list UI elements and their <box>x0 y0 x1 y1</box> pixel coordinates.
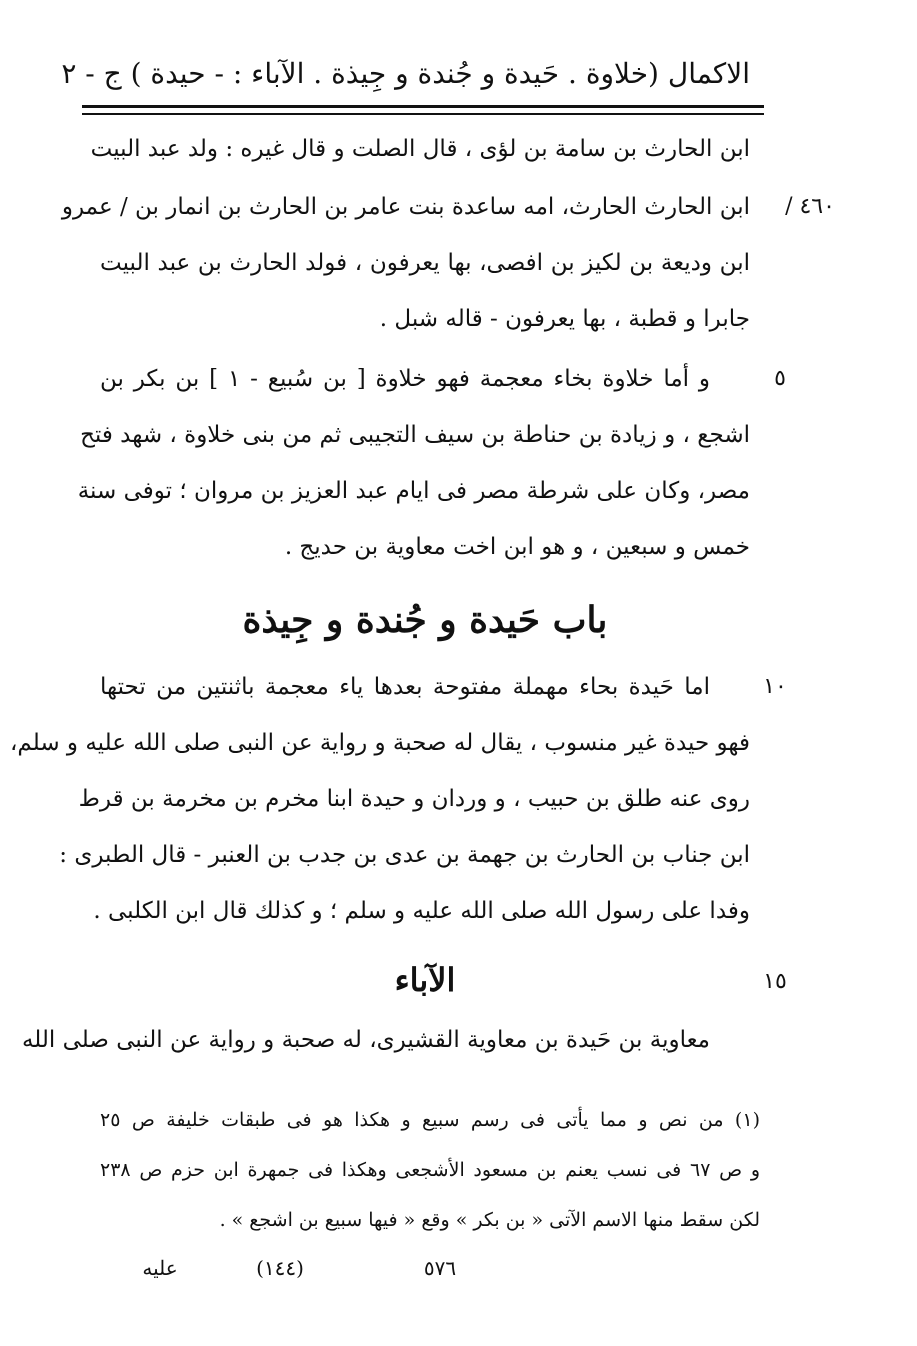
body-line: فهو حيدة غير منسوب ، يقال له صحبة و رواية عن النبى صلى الله عليه و سلم، <box>10 730 750 756</box>
body-line: خمس و سبعين ، و هو ابن اخت معاوية بن حديج . <box>284 534 750 560</box>
section-title: باب حَيدة و جُندة و جِيذة <box>242 599 608 641</box>
footnote-line: (١) من نص و مما يأتى فى رسم سبيع و هكذا هو فى طبقات خليفة ص ٢٥ <box>100 1109 760 1131</box>
header-rule-thin <box>82 113 764 115</box>
body-line: روى عنه طلق بن حبيب ، و وردان و حيدة ابنا مخرم بن مخرمة بن قرط <box>78 786 750 812</box>
body-line: جابرا و قطبة ، بها يعرفون - قاله شبل . <box>379 306 750 332</box>
body-line: معاوية بن حَيدة بن معاوية القشيرى، له صحبة و رواية عن النبى صلى الله <box>21 1027 710 1053</box>
body-line: و أما خلاوة بخاء معجمة فهو خلاوة [ بن سُبيع - ١ ] بن بكر بن <box>100 366 710 392</box>
footnote-line: لكن سقط منها الاسم الآتى « بن بكر » وقع « فيها سبيع بن اشجع » . <box>219 1209 760 1231</box>
page-number: ٥٧٦ <box>423 1256 457 1280</box>
subsection-title: الآباء <box>394 961 456 999</box>
margin-page-reference: ٤٦٠ / <box>785 194 835 219</box>
margin-line-number: ٥ <box>774 366 786 391</box>
body-line: اشجع ، و زيادة بن حناطة بن سيف التجيبى ثم من بنى خلاوة ، شهد فتح <box>80 422 750 448</box>
body-line: مصر، وكان على شرطة مصر فى ايام عبد العزيز بن مروان ؛ توفى سنة <box>77 478 750 504</box>
sheet-number: (١٤٤) <box>256 1256 304 1280</box>
body-line: اما حَيدة بحاء مهملة مفتوحة بعدها ياء معجمة باثنتين من تحتها <box>100 674 710 700</box>
catchword: عليه <box>142 1256 178 1280</box>
margin-line-number: ١٠ <box>763 674 787 699</box>
footnote-line: و ص ٦٧ فى نسب يعنم بن مسعود الأشجعى وهكذا فى جمهرة ابن حزم ص ٢٣٨ <box>100 1159 761 1181</box>
running-header: الاكمال (خلاوة . حَيدة و جُندة و جِيذة . الآباء : - حيدة ) ج - ٢ <box>61 57 750 90</box>
body-line: وفدا على رسول الله صلى الله عليه و سلم ؛ و كذلك قال ابن الكلبى . <box>93 898 750 924</box>
header-rule-thick <box>82 105 764 108</box>
body-line: ابن جناب بن الحارث بن جهمة بن عدى بن جدب بن العنبر - قال الطبرى : <box>59 842 750 868</box>
body-line: ابن وديعة بن لكيز بن افصى، بها يعرفون ، فولد الحارث بن عبد البيت <box>100 250 750 276</box>
body-line: ابن الحارث الحارث، امه ساعدة بنت عامر بن الحارث بن انمار بن / عمرو <box>61 194 750 220</box>
margin-line-number: ١٥ <box>763 969 787 994</box>
body-line: ابن الحارث بن سامة بن لؤى ، قال الصلت و قال غيره : ولد عبد البيت <box>90 136 750 162</box>
